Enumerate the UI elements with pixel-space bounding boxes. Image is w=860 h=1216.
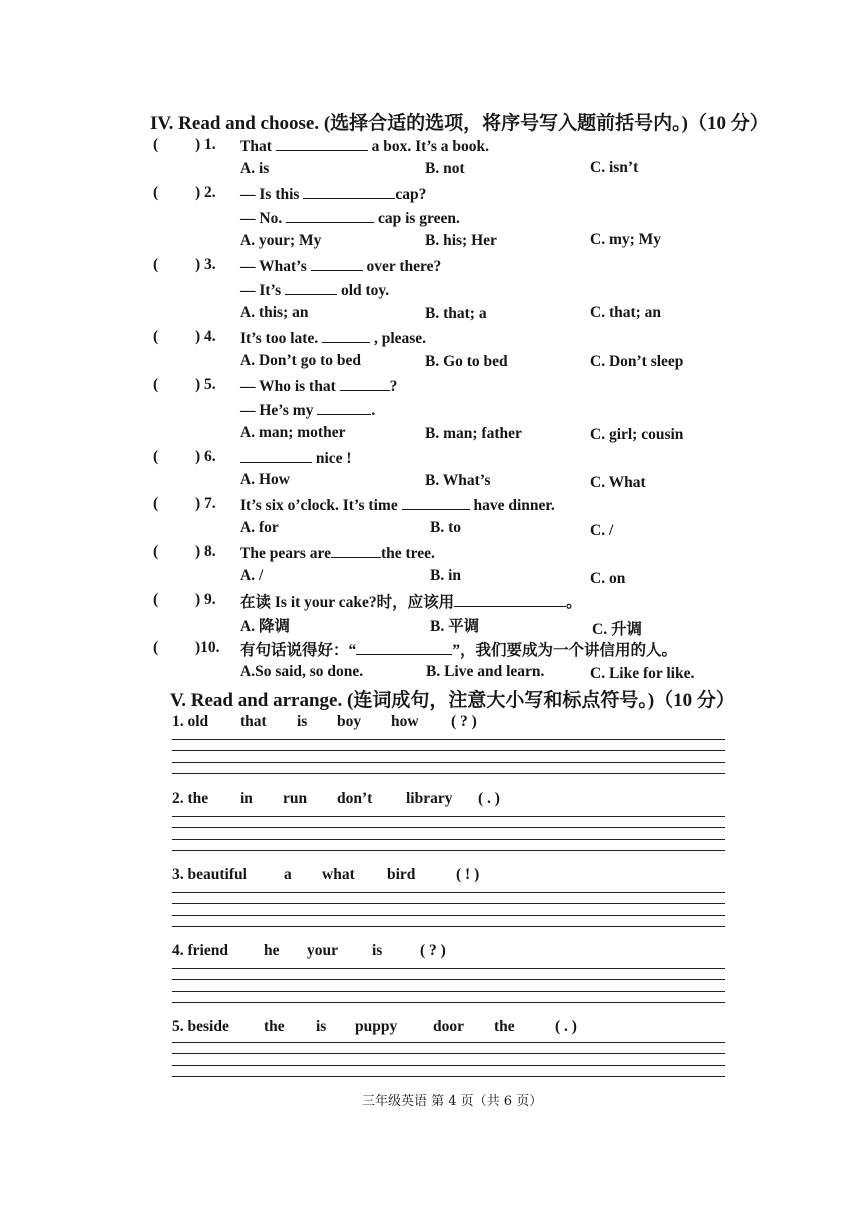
item5-word-3: is <box>316 1018 327 1035</box>
q5-text-c: — He’s my <box>240 402 314 419</box>
q5-stem-2 <box>240 400 375 420</box>
q2-option-b[interactable]: B. his; Her <box>425 232 497 249</box>
q5-option-c[interactable]: C. girl; cousin <box>590 426 684 443</box>
q7-paren: ( <box>153 495 159 512</box>
item4-writing-line-1[interactable] <box>172 968 725 969</box>
q9-number: ) 9. <box>195 591 216 608</box>
q5-text-b: ? <box>389 378 398 395</box>
q9-option-c[interactable]: C. 升调 <box>592 621 642 638</box>
q1-option-a[interactable]: A. is <box>240 160 270 177</box>
q9-blank[interactable] <box>454 592 566 607</box>
item1-writing-line-3[interactable] <box>172 762 725 763</box>
q3-stem-1 <box>240 256 441 276</box>
q1-text-a: That <box>240 138 272 155</box>
item3-word-2: a <box>284 866 292 883</box>
item2-writing-line-4[interactable] <box>172 850 725 851</box>
page-footer: 三年级英语 第 4 页（共 6 页） <box>362 1094 543 1109</box>
item1-word-6: ( ? ) <box>451 713 477 730</box>
item1-word-3: is <box>297 713 308 730</box>
item2-writing-line-2[interactable] <box>172 827 725 828</box>
q5-number: ) 5. <box>195 376 216 393</box>
item3-word-3: what <box>322 866 355 883</box>
item5-word-5: door <box>433 1018 464 1035</box>
q2-option-c[interactable]: C. my; My <box>590 231 662 248</box>
q10-text-a: 有句话说得好：“ <box>240 642 357 659</box>
item5-writing-line-3[interactable] <box>172 1065 725 1066</box>
q7-option-b[interactable]: B. to <box>430 519 461 536</box>
q2-option-a[interactable]: A. your; My <box>240 232 322 249</box>
q8-paren: ( <box>153 543 159 560</box>
q3-text-c: — It’s <box>240 282 282 299</box>
q2-text-b: cap? <box>395 186 427 203</box>
item2-word-6: ( . ) <box>478 790 500 807</box>
q4-stem <box>240 328 426 348</box>
q1-number: ) 1. <box>195 136 216 153</box>
item5-writing-line-1[interactable] <box>172 1042 725 1043</box>
item2-word-3: run <box>283 790 308 807</box>
q6-option-a[interactable]: A. How <box>240 471 290 488</box>
item5-word-7: ( . ) <box>555 1018 577 1035</box>
q6-option-c[interactable]: C. What <box>590 474 646 491</box>
q6-blank[interactable] <box>240 448 312 463</box>
item3-writing-line-3[interactable] <box>172 915 725 916</box>
q1-stem <box>240 136 489 156</box>
item2-word-1: 2. the <box>172 790 209 807</box>
q2-number: ) 2. <box>195 184 216 201</box>
q10-text-b: ”，我们要成为一个讲信用的人。 <box>452 642 678 659</box>
q7-blank[interactable] <box>402 495 470 510</box>
q2-stem-1 <box>240 184 426 204</box>
q5-option-b[interactable]: B. man; father <box>425 425 522 442</box>
item1-word-2: that <box>240 713 267 730</box>
q3-blank-1[interactable] <box>311 256 363 271</box>
q9-text-b: 。 <box>566 594 582 611</box>
item1-word-5: how <box>391 713 419 730</box>
q9-stem <box>240 590 582 612</box>
item3-writing-line-2[interactable] <box>172 903 725 904</box>
q4-option-a[interactable]: A. Don’t go to bed <box>240 352 361 369</box>
item5-word-4: puppy <box>355 1018 398 1035</box>
item5-word-2: the <box>264 1018 285 1035</box>
q5-blank-2[interactable] <box>317 400 371 415</box>
q4-option-b[interactable]: B. Go to bed <box>425 353 508 370</box>
item2-word-2: in <box>240 790 253 807</box>
q4-option-c[interactable]: C. Don’t sleep <box>590 353 684 370</box>
q3-text-d: old toy. <box>340 282 390 299</box>
item4-writing-line-4[interactable] <box>172 1002 725 1003</box>
item5-word-6: the <box>494 1018 515 1035</box>
q3-text-a: — What’s <box>240 258 307 275</box>
item5-word-1: 5. beside <box>172 1018 229 1035</box>
q5-option-a[interactable]: A. man; mother <box>240 424 346 441</box>
q1-paren: ( <box>153 136 159 153</box>
q3-option-a[interactable]: A. this; an <box>240 304 309 321</box>
q7-stem <box>240 495 555 515</box>
q8-number: ) 8. <box>195 543 216 560</box>
item4-writing-line-3[interactable] <box>172 991 725 992</box>
q4-text-b: , please. <box>373 330 427 347</box>
q8-option-c[interactable]: C. on <box>590 570 626 587</box>
item1-writing-line-1[interactable] <box>172 739 725 740</box>
q7-text-a: It’s six o’clock. It’s time <box>240 497 398 514</box>
item1-word-4: boy <box>337 713 362 730</box>
q3-option-b[interactable]: B. that; a <box>425 305 487 322</box>
q3-text-b: over there? <box>366 258 442 275</box>
q1-option-b[interactable]: B. not <box>425 160 465 177</box>
q6-number: ) 6. <box>195 448 216 465</box>
item1-word-1: 1. old <box>172 713 209 730</box>
item2-word-4: don’t <box>337 790 373 807</box>
q4-text-a: It’s too late. <box>240 330 319 347</box>
q6-stem <box>240 448 352 468</box>
item4-word-1: 4. friend <box>172 942 228 959</box>
q10-option-c[interactable]: C. Like for like. <box>590 665 695 682</box>
q10-stem <box>240 638 677 660</box>
q2-paren: ( <box>153 184 159 201</box>
item3-word-4: bird <box>387 866 416 883</box>
q3-paren: ( <box>153 256 159 273</box>
q6-paren: ( <box>153 448 159 465</box>
q8-blank[interactable] <box>331 543 381 558</box>
q10-option-b[interactable]: B. Live and learn. <box>426 663 545 680</box>
q1-blank[interactable] <box>276 136 368 151</box>
q7-option-c[interactable]: C. / <box>590 522 614 539</box>
item3-writing-line-1[interactable] <box>172 892 725 893</box>
q4-blank[interactable] <box>322 328 370 343</box>
item1-writing-line-4[interactable] <box>172 773 725 774</box>
item1-writing-line-2[interactable] <box>172 750 725 751</box>
q1-text-b: a box. It’s a book. <box>371 138 490 155</box>
item5-writing-line-4[interactable] <box>172 1076 725 1077</box>
q4-paren: ( <box>153 328 159 345</box>
q8-option-b[interactable]: B. in <box>430 567 462 584</box>
q10-option-a[interactable]: A.So said, so done. <box>240 663 364 680</box>
q10-blank[interactable] <box>356 640 452 655</box>
q4-number: ) 4. <box>195 328 216 345</box>
item4-word-3: your <box>307 942 338 959</box>
q8-stem <box>240 543 435 563</box>
item4-writing-line-2[interactable] <box>172 979 725 980</box>
q9-text-a: 在读 Is it your cake?时，应该用 <box>240 594 455 611</box>
q7-option-a[interactable]: A. for <box>240 519 279 536</box>
q8-text-a: The pears are <box>240 545 331 562</box>
item2-word-5: library <box>406 790 453 807</box>
q2-stem-2 <box>240 208 460 228</box>
q10-paren: ( <box>153 639 159 656</box>
q9-paren: ( <box>153 591 159 608</box>
q7-number: ) 7. <box>195 495 216 512</box>
q3-option-c[interactable]: C. that; an <box>590 304 662 321</box>
q3-stem-2 <box>240 280 389 300</box>
item4-word-4: is <box>372 942 383 959</box>
q5-paren: ( <box>153 376 159 393</box>
item3-word-5: ( ! ) <box>456 866 480 883</box>
q8-option-a[interactable]: A. / <box>240 567 264 584</box>
item4-word-2: he <box>264 942 280 959</box>
q6-text-b: nice ! <box>315 450 352 467</box>
q2-text-c: — No. <box>240 210 283 227</box>
item2-writing-line-3[interactable] <box>172 839 725 840</box>
q2-text-a: — Is this <box>240 186 300 203</box>
q3-blank-2[interactable] <box>285 280 337 295</box>
q5-text-a: — Who is that <box>240 378 336 395</box>
section-5-title: V. Read and arrange. (连词成句，注意大小写和标点符号。)（10 分） <box>170 690 735 711</box>
q5-stem-1 <box>240 376 397 396</box>
q2-blank-2[interactable] <box>286 208 374 223</box>
q2-text-d: cap is green. <box>377 210 460 227</box>
q6-option-b[interactable]: B. What’s <box>425 472 491 489</box>
item4-word-5: ( ? ) <box>420 942 446 959</box>
item3-writing-line-4[interactable] <box>172 926 725 927</box>
q9-option-a[interactable]: A. 降调 <box>240 618 290 635</box>
section-4-title: IV. Read and choose. (选择合适的选项，将序号写入题前括号内。)（10 分） <box>150 113 769 134</box>
q10-number: )10. <box>195 639 220 656</box>
q2-blank-1[interactable] <box>303 184 395 199</box>
q5-text-d: . <box>371 402 376 419</box>
item5-writing-line-2[interactable] <box>172 1053 725 1054</box>
item3-word-1: 3. beautiful <box>172 866 247 883</box>
q3-number: ) 3. <box>195 256 216 273</box>
q1-option-c[interactable]: C. isn’t <box>590 159 639 176</box>
q5-blank-1[interactable] <box>340 376 390 391</box>
item2-writing-line-1[interactable] <box>172 816 725 817</box>
q7-text-b: have dinner. <box>473 497 555 514</box>
q9-option-b[interactable]: B. 平调 <box>430 618 480 635</box>
q8-text-b: the tree. <box>380 545 435 562</box>
